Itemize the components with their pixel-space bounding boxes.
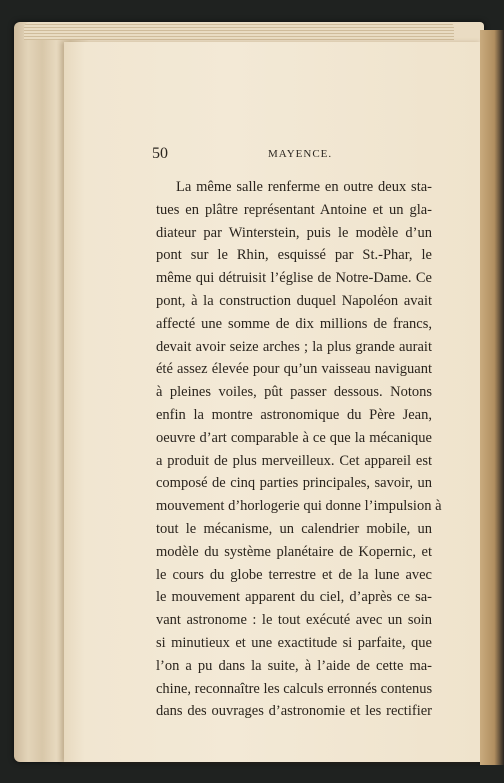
text-line: modèle du système planétaire de Kopernic, et — [156, 543, 432, 560]
text-line: pont sur le Rhin, esquissé par St.-Phar, le — [156, 247, 432, 264]
body-text — [156, 176, 442, 723]
text-line: composé de cinq parties principales, savoir, un — [156, 475, 432, 492]
page-edges-top — [24, 22, 454, 40]
text-line: tout le mécanisme, un calendrier mobile, un — [156, 520, 432, 537]
text-line: été assez élevée pour qu’un vaisseau naviguant — [156, 361, 432, 378]
text-line: diateur par Winterstein, puis le modèle d’un — [156, 224, 432, 241]
text-line: pont, à la construction duquel Napoléon avait — [156, 292, 432, 309]
text-line: affecté une somme de dix millions de francs, — [156, 315, 432, 332]
text-line: si minutieux et une exactitude si parfaite, que — [156, 634, 432, 651]
page-number: 50 — [152, 145, 168, 162]
running-title: MAYENCE. — [268, 148, 333, 160]
text-line: oeuvre d’art comparable à ce que la mécanique — [156, 429, 432, 446]
text-line: mouvement d’horlogerie qui donne l’impulsion à — [156, 498, 442, 515]
text-line: à pleines voiles, pût passer dessous. Notons — [156, 384, 432, 401]
text-line: devait avoir seize arches ; la plus grande aurait — [156, 338, 432, 355]
text-line: le mouvement apparent du ciel, d’après ce sa- — [156, 589, 432, 606]
text-line: l’on a pu dans la suite, à l’aide de cette ma- — [156, 657, 432, 674]
text-line: enfin la montre astronomique du Père Jean, — [156, 406, 432, 423]
text-line: le cours du globe terrestre et de la lune avec — [156, 566, 432, 583]
text-line: tues en plâtre représentant Antoine et un gla- — [156, 201, 432, 218]
book-gutter-edge — [480, 30, 504, 765]
text-line: dans des ouvrages d’astronomie et les rectifier — [156, 703, 432, 720]
text-line: même qui détruisit l’église de Notre-Dame. Ce — [156, 270, 432, 287]
text-line: La même salle renferme en outre deux sta- — [176, 179, 432, 195]
text-line: a produit de plus merveilleux. Cet appareil est — [156, 452, 432, 469]
text-line: chine, reconnaître les calculs erronnés contenus — [156, 680, 433, 697]
text-line: vant astronome : le tout exécuté avec un soin — [156, 612, 432, 629]
